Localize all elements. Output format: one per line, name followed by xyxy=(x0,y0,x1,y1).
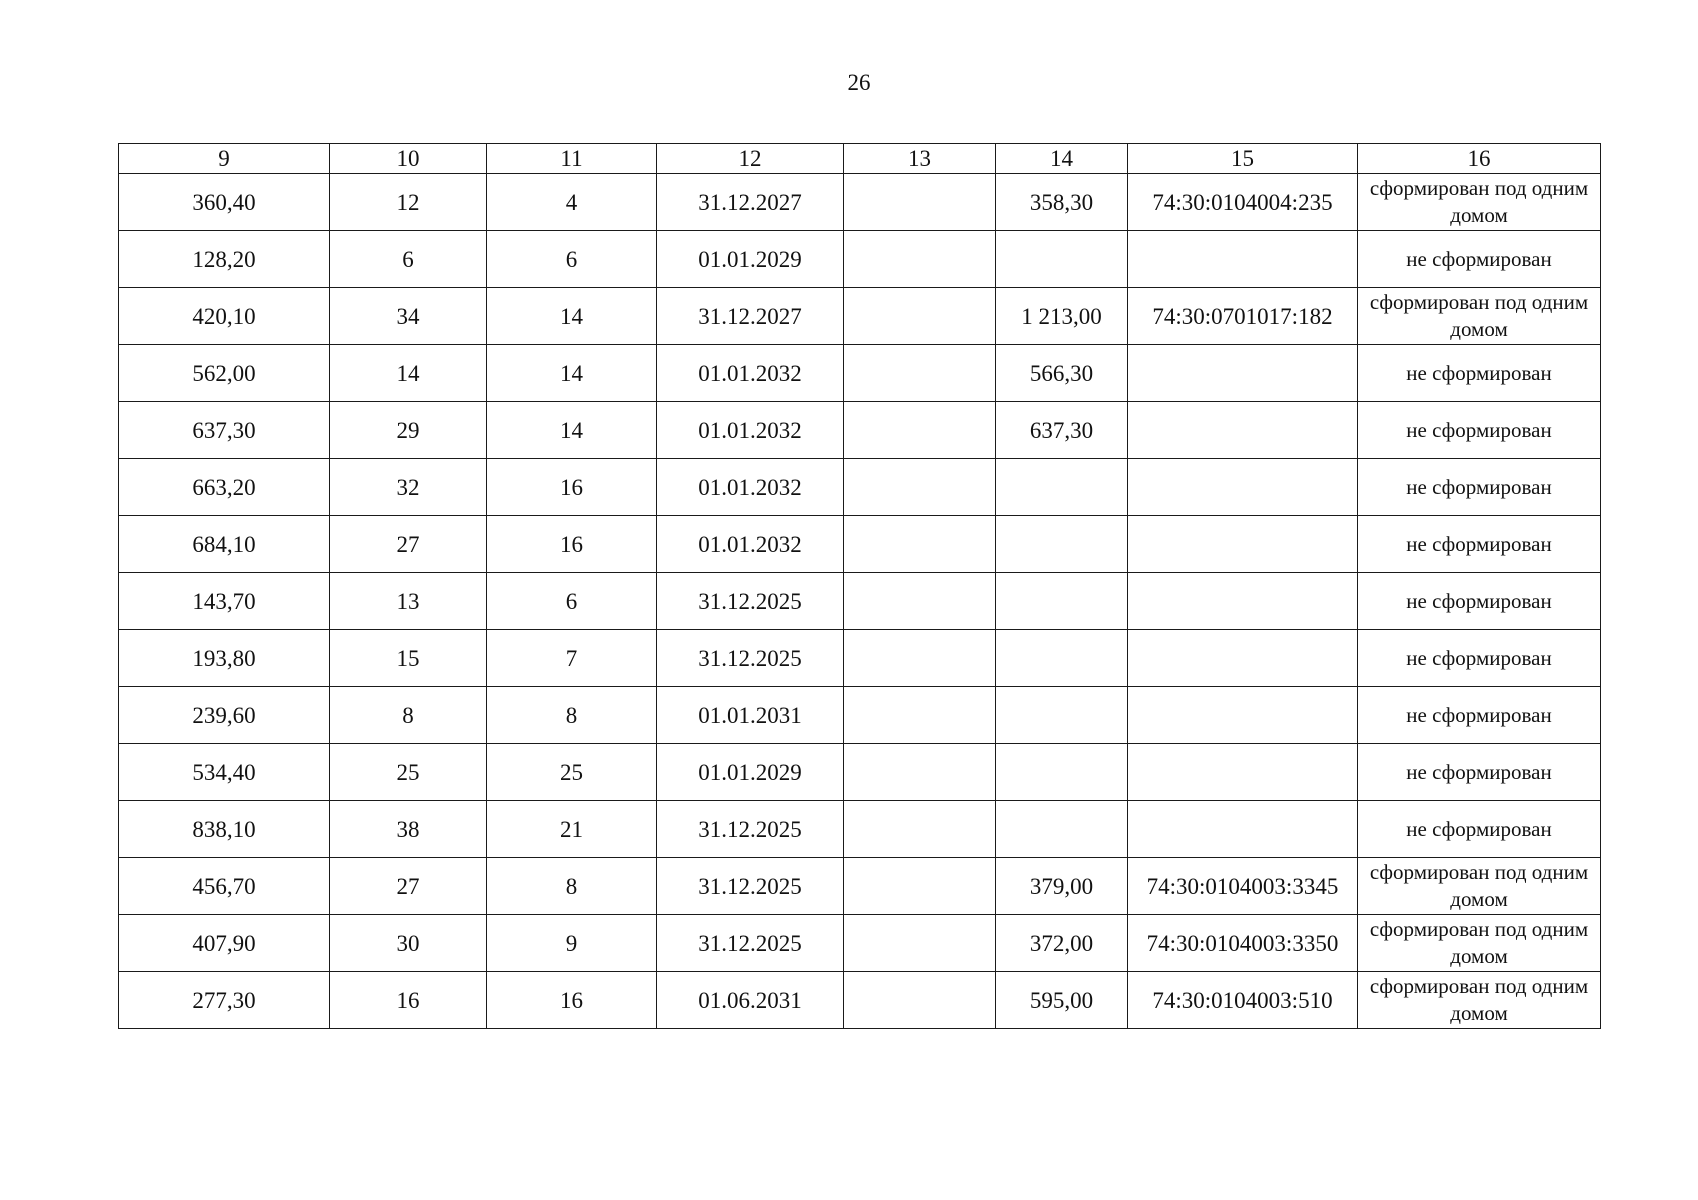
cadastral-number-cell: 74:30:0701017:182 xyxy=(1128,288,1358,345)
col10-cell: 15 xyxy=(330,630,487,687)
col11-cell: 8 xyxy=(487,858,657,915)
col11-cell: 14 xyxy=(487,402,657,459)
cadastral-number-cell xyxy=(1128,801,1358,858)
land-area-cell: 637,30 xyxy=(996,402,1128,459)
status-cell: не сформирован xyxy=(1358,744,1601,801)
col11-cell: 7 xyxy=(487,630,657,687)
status-cell: сформирован под одним домом xyxy=(1358,288,1601,345)
table-row xyxy=(119,630,1601,687)
col13-cell xyxy=(844,231,996,288)
land-area-cell: 595,00 xyxy=(996,972,1128,1029)
table-row xyxy=(119,972,1601,1029)
area-cell: 663,20 xyxy=(119,459,330,516)
date-cell: 31.12.2025 xyxy=(657,630,844,687)
col13-cell xyxy=(844,402,996,459)
col13-cell xyxy=(844,516,996,573)
column-header-11: 11 xyxy=(487,144,657,174)
date-cell: 31.12.2027 xyxy=(657,288,844,345)
col10-cell: 34 xyxy=(330,288,487,345)
col11-cell: 16 xyxy=(487,972,657,1029)
cadastral-number-cell: 74:30:0104003:510 xyxy=(1128,972,1358,1029)
col11-cell: 25 xyxy=(487,744,657,801)
date-cell: 31.12.2025 xyxy=(657,801,844,858)
table-row xyxy=(119,858,1601,915)
col10-cell: 38 xyxy=(330,801,487,858)
col11-cell: 4 xyxy=(487,174,657,231)
status-cell: не сформирован xyxy=(1358,801,1601,858)
col10-cell: 25 xyxy=(330,744,487,801)
area-cell: 637,30 xyxy=(119,402,330,459)
column-header-10: 10 xyxy=(330,144,487,174)
status-cell: не сформирован xyxy=(1358,573,1601,630)
table-row xyxy=(119,915,1601,972)
land-area-cell xyxy=(996,573,1128,630)
land-area-cell xyxy=(996,630,1128,687)
table-row xyxy=(119,573,1601,630)
table-row xyxy=(119,687,1601,744)
date-cell: 31.12.2025 xyxy=(657,858,844,915)
area-cell: 239,60 xyxy=(119,687,330,744)
area-cell: 456,70 xyxy=(119,858,330,915)
date-cell: 01.01.2032 xyxy=(657,459,844,516)
col10-cell: 32 xyxy=(330,459,487,516)
cadastral-number-cell xyxy=(1128,687,1358,744)
col10-cell: 13 xyxy=(330,573,487,630)
col10-cell: 12 xyxy=(330,174,487,231)
area-cell: 193,80 xyxy=(119,630,330,687)
col13-cell xyxy=(844,915,996,972)
col10-cell: 27 xyxy=(330,516,487,573)
col13-cell xyxy=(844,345,996,402)
col11-cell: 14 xyxy=(487,345,657,402)
cadastral-number-cell xyxy=(1128,345,1358,402)
col11-cell: 16 xyxy=(487,459,657,516)
col11-cell: 6 xyxy=(487,573,657,630)
status-cell: не сформирован xyxy=(1358,687,1601,744)
col13-cell xyxy=(844,573,996,630)
date-cell: 31.12.2025 xyxy=(657,573,844,630)
column-header-12: 12 xyxy=(657,144,844,174)
col11-cell: 8 xyxy=(487,687,657,744)
status-cell: сформирован под одним домом xyxy=(1358,972,1601,1029)
header-row xyxy=(119,144,1601,174)
cadastral-number-cell: 74:30:0104004:235 xyxy=(1128,174,1358,231)
table-row xyxy=(119,288,1601,345)
land-area-cell: 358,30 xyxy=(996,174,1128,231)
col13-cell xyxy=(844,459,996,516)
land-area-cell xyxy=(996,516,1128,573)
cadastral-number-cell xyxy=(1128,231,1358,288)
table-row xyxy=(119,231,1601,288)
column-header-15: 15 xyxy=(1128,144,1358,174)
land-area-cell xyxy=(996,231,1128,288)
col13-cell xyxy=(844,972,996,1029)
col10-cell: 27 xyxy=(330,858,487,915)
col10-cell: 16 xyxy=(330,972,487,1029)
land-area-cell: 379,00 xyxy=(996,858,1128,915)
cadastral-number-cell xyxy=(1128,744,1358,801)
col13-cell xyxy=(844,630,996,687)
date-cell: 31.12.2027 xyxy=(657,174,844,231)
area-cell: 277,30 xyxy=(119,972,330,1029)
cadastral-number-cell xyxy=(1128,402,1358,459)
col10-cell: 29 xyxy=(330,402,487,459)
date-cell: 01.06.2031 xyxy=(657,972,844,1029)
area-cell: 838,10 xyxy=(119,801,330,858)
land-area-cell: 566,30 xyxy=(996,345,1128,402)
table-row xyxy=(119,516,1601,573)
area-cell: 128,20 xyxy=(119,231,330,288)
land-area-cell: 372,00 xyxy=(996,915,1128,972)
cadastral-number-cell: 74:30:0104003:3345 xyxy=(1128,858,1358,915)
status-cell: не сформирован xyxy=(1358,516,1601,573)
col11-cell: 14 xyxy=(487,288,657,345)
column-header-9: 9 xyxy=(119,144,330,174)
status-cell: не сформирован xyxy=(1358,345,1601,402)
area-cell: 684,10 xyxy=(119,516,330,573)
status-cell: не сформирован xyxy=(1358,459,1601,516)
cadastral-number-cell xyxy=(1128,630,1358,687)
cadastral-number-cell xyxy=(1128,459,1358,516)
table-row xyxy=(119,402,1601,459)
area-cell: 420,10 xyxy=(119,288,330,345)
date-cell: 01.01.2032 xyxy=(657,402,844,459)
col10-cell: 14 xyxy=(330,345,487,402)
cadastral-number-cell xyxy=(1128,573,1358,630)
col13-cell xyxy=(844,288,996,345)
area-cell: 534,40 xyxy=(119,744,330,801)
area-cell: 562,00 xyxy=(119,345,330,402)
table-row xyxy=(119,174,1601,231)
date-cell: 01.01.2029 xyxy=(657,231,844,288)
table-body xyxy=(119,174,1601,1029)
land-area-cell xyxy=(996,459,1128,516)
page-number: 26 xyxy=(847,70,871,95)
land-area-cell: 1 213,00 xyxy=(996,288,1128,345)
status-cell: не сформирован xyxy=(1358,630,1601,687)
date-cell: 01.01.2032 xyxy=(657,345,844,402)
status-cell: сформирован под одним домом xyxy=(1358,915,1601,972)
table-row xyxy=(119,459,1601,516)
col11-cell: 16 xyxy=(487,516,657,573)
table-row xyxy=(119,801,1601,858)
table-row xyxy=(119,744,1601,801)
col10-cell: 30 xyxy=(330,915,487,972)
table-header xyxy=(119,144,1601,174)
status-cell: не сформирован xyxy=(1358,402,1601,459)
column-header-16: 16 xyxy=(1358,144,1601,174)
area-cell: 360,40 xyxy=(119,174,330,231)
col10-cell: 8 xyxy=(330,687,487,744)
col13-cell xyxy=(844,174,996,231)
column-header-14: 14 xyxy=(996,144,1128,174)
col13-cell xyxy=(844,801,996,858)
date-cell: 01.01.2032 xyxy=(657,516,844,573)
col11-cell: 9 xyxy=(487,915,657,972)
column-header-13: 13 xyxy=(844,144,996,174)
area-cell: 143,70 xyxy=(119,573,330,630)
land-area-cell xyxy=(996,744,1128,801)
date-cell: 01.01.2031 xyxy=(657,687,844,744)
col13-cell xyxy=(844,858,996,915)
status-cell: сформирован под одним домом xyxy=(1358,174,1601,231)
area-cell: 407,90 xyxy=(119,915,330,972)
table-row xyxy=(119,345,1601,402)
col11-cell: 21 xyxy=(487,801,657,858)
status-cell: не сформирован xyxy=(1358,231,1601,288)
data-table xyxy=(118,143,1601,1029)
cadastral-number-cell xyxy=(1128,516,1358,573)
col13-cell xyxy=(844,687,996,744)
land-area-cell xyxy=(996,801,1128,858)
col10-cell: 6 xyxy=(330,231,487,288)
land-area-cell xyxy=(996,687,1128,744)
cadastral-number-cell: 74:30:0104003:3350 xyxy=(1128,915,1358,972)
col13-cell xyxy=(844,744,996,801)
status-cell: сформирован под одним домом xyxy=(1358,858,1601,915)
date-cell: 31.12.2025 xyxy=(657,915,844,972)
date-cell: 01.01.2029 xyxy=(657,744,844,801)
col11-cell: 6 xyxy=(487,231,657,288)
